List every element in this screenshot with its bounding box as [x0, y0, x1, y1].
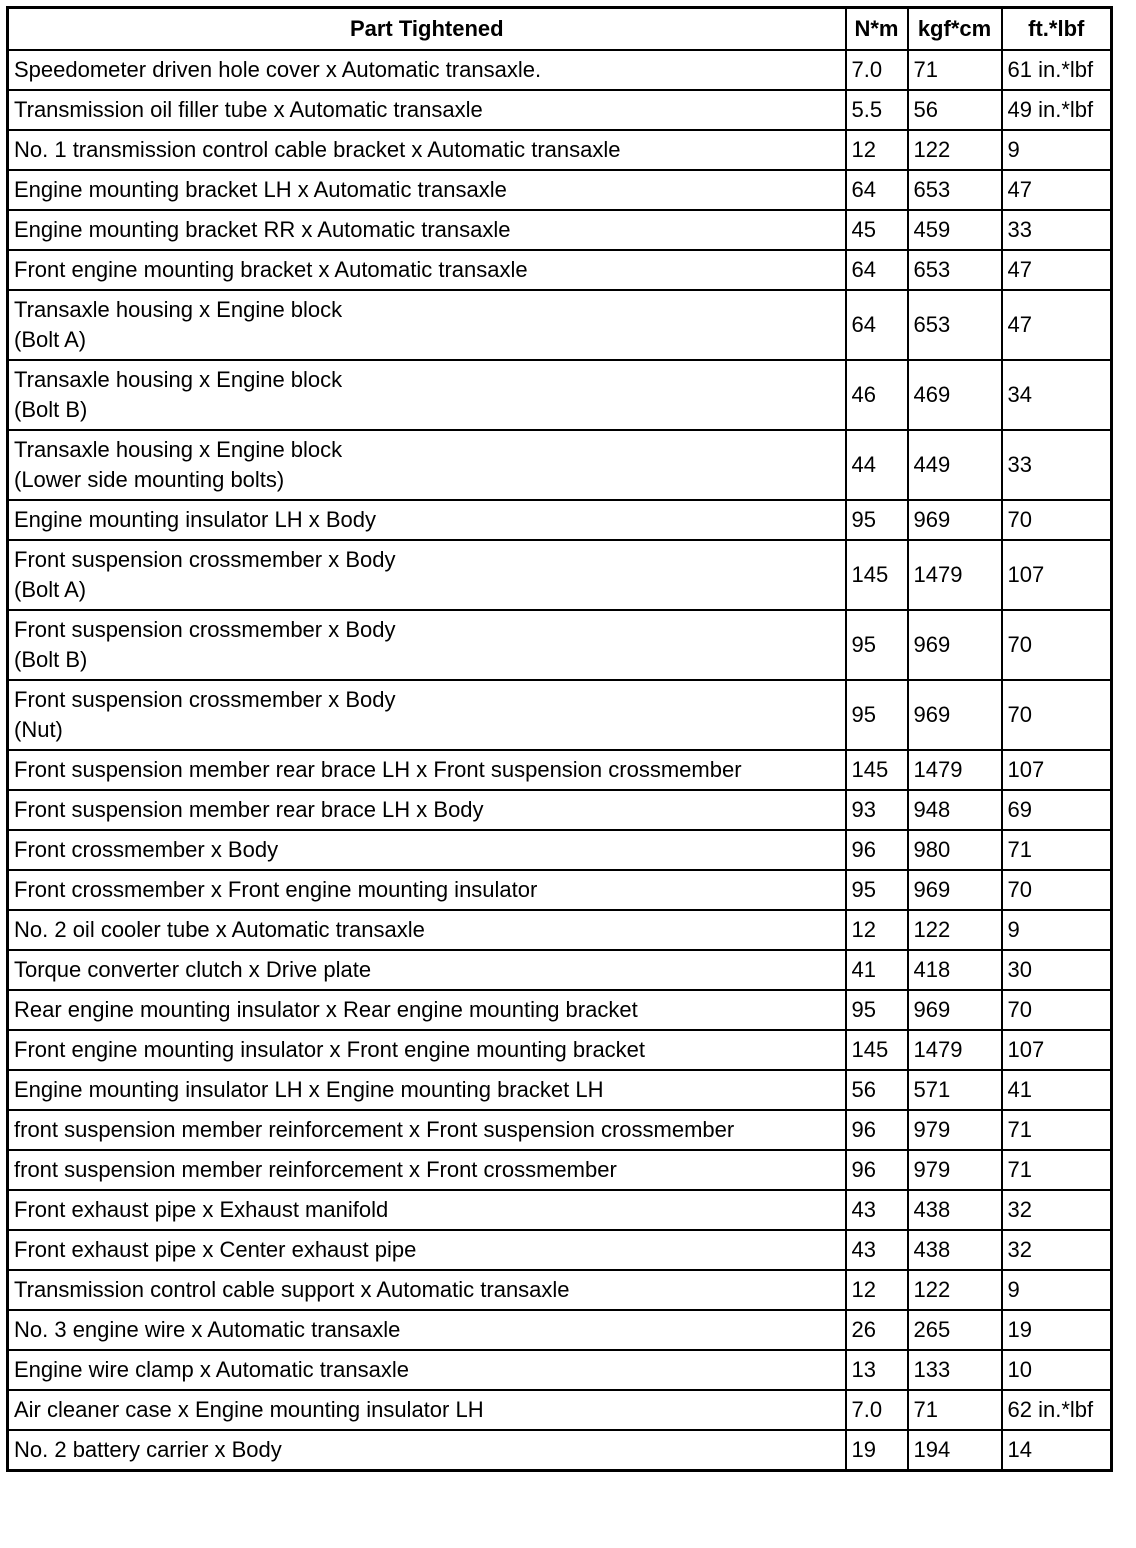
table-row [8, 910, 1112, 950]
table-row [8, 990, 1112, 1030]
cell-nm: 96 [846, 1110, 908, 1150]
cell-ftlbf: 30 [1002, 950, 1112, 990]
cell-kgfcm: 71 [908, 1390, 1002, 1430]
table-row [8, 210, 1112, 250]
cell-ftlbf: 34 [1002, 360, 1112, 430]
cell-nm: 5.5 [846, 90, 908, 130]
cell-nm: 95 [846, 610, 908, 680]
table-row [8, 1230, 1112, 1270]
cell-kgfcm: 1479 [908, 750, 1002, 790]
cell-kgfcm: 438 [908, 1230, 1002, 1270]
cell-ftlbf: 107 [1002, 1030, 1112, 1070]
cell-ftlbf: 70 [1002, 870, 1112, 910]
cell-kgfcm: 969 [908, 680, 1002, 750]
table-row [8, 1350, 1112, 1390]
cell-ftlbf: 33 [1002, 430, 1112, 500]
cell-nm: 44 [846, 430, 908, 500]
table-row [8, 830, 1112, 870]
cell-kgfcm: 459 [908, 210, 1002, 250]
cell-nm: 64 [846, 290, 908, 360]
cell-ftlbf: 71 [1002, 1150, 1112, 1190]
cell-part-tightened: Front suspension crossmember x Body (Bolt A) [8, 540, 846, 610]
table-header [8, 8, 1112, 51]
cell-part-tightened: Engine mounting insulator LH x Body [8, 500, 846, 540]
table-row [8, 1430, 1112, 1471]
cell-part-tightened: Transaxle housing x Engine block (Lower side mounting bolts) [8, 430, 846, 500]
cell-nm: 95 [846, 990, 908, 1030]
cell-nm: 12 [846, 130, 908, 170]
cell-part-tightened: Speedometer driven hole cover x Automatic transaxle. [8, 50, 846, 90]
cell-nm: 45 [846, 210, 908, 250]
cell-kgfcm: 948 [908, 790, 1002, 830]
cell-part-tightened: Front crossmember x Front engine mounting insulator [8, 870, 846, 910]
cell-kgfcm: 122 [908, 1270, 1002, 1310]
cell-kgfcm: 653 [908, 170, 1002, 210]
cell-ftlbf: 107 [1002, 750, 1112, 790]
cell-nm: 145 [846, 540, 908, 610]
cell-nm: 19 [846, 1430, 908, 1471]
cell-part-tightened: front suspension member reinforcement x Front crossmember [8, 1150, 846, 1190]
table-row [8, 1150, 1112, 1190]
cell-ftlbf: 9 [1002, 1270, 1112, 1310]
header-part-tightened: Part Tightened [8, 8, 846, 51]
cell-ftlbf: 14 [1002, 1430, 1112, 1471]
cell-kgfcm: 979 [908, 1110, 1002, 1150]
cell-nm: 12 [846, 910, 908, 950]
cell-ftlbf: 32 [1002, 1230, 1112, 1270]
cell-kgfcm: 71 [908, 50, 1002, 90]
cell-part-tightened: Front crossmember x Body [8, 830, 846, 870]
cell-kgfcm: 653 [908, 250, 1002, 290]
table-row [8, 250, 1112, 290]
cell-ftlbf: 107 [1002, 540, 1112, 610]
torque-spec-table-container [6, 6, 1110, 1472]
cell-kgfcm: 122 [908, 910, 1002, 950]
cell-part-tightened: Front suspension member rear brace LH x Body [8, 790, 846, 830]
cell-part-tightened: Front engine mounting insulator x Front engine mounting bracket [8, 1030, 846, 1070]
cell-kgfcm: 56 [908, 90, 1002, 130]
cell-kgfcm: 418 [908, 950, 1002, 990]
cell-kgfcm: 133 [908, 1350, 1002, 1390]
table-row [8, 540, 1112, 610]
cell-part-tightened: front suspension member reinforcement x Front suspension crossmember [8, 1110, 846, 1150]
cell-kgfcm: 122 [908, 130, 1002, 170]
cell-kgfcm: 1479 [908, 540, 1002, 610]
cell-ftlbf: 47 [1002, 250, 1112, 290]
cell-part-tightened: No. 1 transmission control cable bracket x Automatic transaxle [8, 130, 846, 170]
cell-part-tightened: Front suspension crossmember x Body (Nut) [8, 680, 846, 750]
cell-ftlbf: 10 [1002, 1350, 1112, 1390]
cell-nm: 46 [846, 360, 908, 430]
cell-part-tightened: Front suspension crossmember x Body (Bolt B) [8, 610, 846, 680]
cell-ftlbf: 41 [1002, 1070, 1112, 1110]
cell-nm: 95 [846, 500, 908, 540]
cell-ftlbf: 32 [1002, 1190, 1112, 1230]
cell-ftlbf: 9 [1002, 130, 1112, 170]
cell-nm: 43 [846, 1190, 908, 1230]
cell-ftlbf: 70 [1002, 500, 1112, 540]
cell-part-tightened: Engine mounting bracket RR x Automatic transaxle [8, 210, 846, 250]
cell-nm: 12 [846, 1270, 908, 1310]
cell-part-tightened: Air cleaner case x Engine mounting insulator LH [8, 1390, 846, 1430]
cell-part-tightened: Transmission oil filler tube x Automatic transaxle [8, 90, 846, 130]
cell-part-tightened: Torque converter clutch x Drive plate [8, 950, 846, 990]
table-row [8, 360, 1112, 430]
table-row [8, 430, 1112, 500]
cell-nm: 95 [846, 680, 908, 750]
cell-part-tightened: Front suspension member rear brace LH x Front suspension crossmember [8, 750, 846, 790]
cell-part-tightened: Rear engine mounting insulator x Rear engine mounting bracket [8, 990, 846, 1030]
cell-ftlbf: 47 [1002, 290, 1112, 360]
cell-kgfcm: 469 [908, 360, 1002, 430]
cell-part-tightened: Transaxle housing x Engine block (Bolt A) [8, 290, 846, 360]
cell-kgfcm: 980 [908, 830, 1002, 870]
cell-kgfcm: 438 [908, 1190, 1002, 1230]
cell-part-tightened: Transaxle housing x Engine block (Bolt B) [8, 360, 846, 430]
cell-nm: 43 [846, 1230, 908, 1270]
cell-nm: 93 [846, 790, 908, 830]
header-nm: N*m [846, 8, 908, 51]
cell-part-tightened: No. 2 oil cooler tube x Automatic transaxle [8, 910, 846, 950]
cell-nm: 96 [846, 1150, 908, 1190]
torque-spec-table [6, 6, 1113, 1472]
cell-nm: 95 [846, 870, 908, 910]
cell-nm: 41 [846, 950, 908, 990]
cell-part-tightened: Front exhaust pipe x Exhaust manifold [8, 1190, 846, 1230]
table-row [8, 680, 1112, 750]
table-row [8, 750, 1112, 790]
table-row [8, 500, 1112, 540]
cell-nm: 13 [846, 1350, 908, 1390]
table-row [8, 950, 1112, 990]
cell-ftlbf: 70 [1002, 990, 1112, 1030]
table-row [8, 1310, 1112, 1350]
table-row [8, 870, 1112, 910]
cell-nm: 96 [846, 830, 908, 870]
cell-ftlbf: 49 in.*lbf [1002, 90, 1112, 130]
table-row [8, 90, 1112, 130]
cell-ftlbf: 71 [1002, 1110, 1112, 1150]
cell-kgfcm: 265 [908, 1310, 1002, 1350]
table-row [8, 1070, 1112, 1110]
table-body [8, 50, 1112, 1471]
table-row [8, 130, 1112, 170]
cell-part-tightened: Engine mounting bracket LH x Automatic transaxle [8, 170, 846, 210]
table-row [8, 1030, 1112, 1070]
header-row [8, 8, 1112, 51]
cell-kgfcm: 653 [908, 290, 1002, 360]
cell-nm: 7.0 [846, 1390, 908, 1430]
table-row [8, 50, 1112, 90]
cell-nm: 64 [846, 250, 908, 290]
cell-part-tightened: No. 2 battery carrier x Body [8, 1430, 846, 1471]
table-row [8, 170, 1112, 210]
table-row [8, 790, 1112, 830]
header-ftlbf: ft.*lbf [1002, 8, 1112, 51]
table-row [8, 290, 1112, 360]
cell-ftlbf: 70 [1002, 610, 1112, 680]
cell-ftlbf: 19 [1002, 1310, 1112, 1350]
cell-part-tightened: Engine mounting insulator LH x Engine mounting bracket LH [8, 1070, 846, 1110]
cell-kgfcm: 969 [908, 870, 1002, 910]
cell-ftlbf: 69 [1002, 790, 1112, 830]
cell-kgfcm: 571 [908, 1070, 1002, 1110]
cell-kgfcm: 969 [908, 990, 1002, 1030]
cell-nm: 56 [846, 1070, 908, 1110]
cell-ftlbf: 33 [1002, 210, 1112, 250]
cell-kgfcm: 969 [908, 610, 1002, 680]
cell-part-tightened: Engine wire clamp x Automatic transaxle [8, 1350, 846, 1390]
table-row [8, 1270, 1112, 1310]
cell-kgfcm: 979 [908, 1150, 1002, 1190]
cell-nm: 7.0 [846, 50, 908, 90]
table-row [8, 1110, 1112, 1150]
cell-part-tightened: Transmission control cable support x Automatic transaxle [8, 1270, 846, 1310]
table-row [8, 1390, 1112, 1430]
cell-part-tightened: Front exhaust pipe x Center exhaust pipe [8, 1230, 846, 1270]
cell-ftlbf: 61 in.*lbf [1002, 50, 1112, 90]
cell-ftlbf: 70 [1002, 680, 1112, 750]
cell-kgfcm: 1479 [908, 1030, 1002, 1070]
cell-part-tightened: No. 3 engine wire x Automatic transaxle [8, 1310, 846, 1350]
cell-ftlbf: 62 in.*lbf [1002, 1390, 1112, 1430]
cell-nm: 145 [846, 1030, 908, 1070]
table-row [8, 610, 1112, 680]
header-kgfcm: kgf*cm [908, 8, 1002, 51]
table-row [8, 1190, 1112, 1230]
cell-kgfcm: 449 [908, 430, 1002, 500]
cell-part-tightened: Front engine mounting bracket x Automatic transaxle [8, 250, 846, 290]
cell-nm: 26 [846, 1310, 908, 1350]
cell-ftlbf: 9 [1002, 910, 1112, 950]
cell-kgfcm: 194 [908, 1430, 1002, 1471]
cell-kgfcm: 969 [908, 500, 1002, 540]
cell-nm: 145 [846, 750, 908, 790]
cell-ftlbf: 47 [1002, 170, 1112, 210]
cell-nm: 64 [846, 170, 908, 210]
cell-ftlbf: 71 [1002, 830, 1112, 870]
